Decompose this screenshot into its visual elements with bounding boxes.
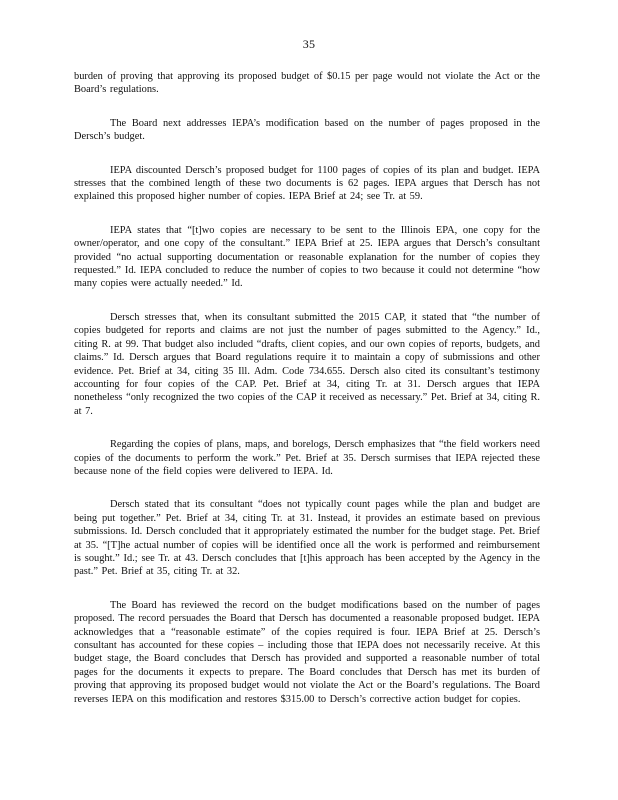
page-number: 35 [302,37,316,51]
paragraph-1: burden of proving that approving its proposed budget of $0.15 per page would not violate the Act or the Board’s regulations. [74,71,540,96]
paragraph-6: Regarding the copies of plans, maps, and borelogs, Dersch emphasizes that “the field workers need copies of the documents to perform the work.” Pet. Brief at 35. Dersch surmises that IEPA rejected these because none of the field copies were delivered to IEPA. Id. [74,439,540,477]
paragraph-5: Dersch stresses that, when its consultant submitted the 2015 CAP, it stated that “the number of copies budgeted for reports and claims are not just the number of pages submitted to the Agency.” Id., citing R. at 99. That budget also included “drafts, client copies, and our own copies of reports, budgets, and claims.” Id. Dersch argues that Board regulations require it to maintain a copy of submissions and other evidence. Pet. Brief at 34, citing 35 Ill. Adm. Code 734.655. Dersch also cited its consultant’s testimony accounting for four copies of the CAP. Pet. Brief at 34, citing Tr. at 31. Dersch argues that IEPA nonetheless “only recognized the two copies of the CAP it received as necessary.” Pet. Brief at 34, citing R. at 7. [74,311,540,417]
paragraph-8: The Board has reviewed the record on the budget modifications based on the number of pages proposed. The record persuades the Board that Dersch has documented a reasonable proposed budget. IEPA acknowledges that a “reasonable estimate” of the copies required is four. IEPA Brief at 25. Dersch’s consultant has accounted for these copies – including those that IEPA does not necessarily receive. At this budget stage, the Board concludes that Dersch has provided and supported a reasonable number of total pages for the documents it expects to prepare. The Board concludes that Dersch has met its burden of proving that approving its proposed budget would not violate the Act or the Board’s regulations. The Board reverses IEPA on this modification and restores $315.00 to Dersch’s corrective action budget for copies. [74,599,540,705]
document-body [74,70,540,726]
paragraph-3: IEPA discounted Dersch’s proposed budget for 1100 pages of copies of its plan and budget. IEPA stresses that the combined length of these two documents is 62 pages. IEPA argues that Dersch has not explained this proposed higher number of copies. IEPA Brief at 24; see Tr. at 59. [74,164,540,203]
paragraph-4: IEPA states that “[t]wo copies are necessary to be sent to the Illinois EPA, one copy for the owner/operator, and one copy of the consultant.” IEPA Brief at 25. IEPA argues that Dersch’s consultant provided “no actual supporting documentation or reasonable explanation for the number of copies they requested.” Id. IEPA concluded to reduce the number of copies to two because it could not determine “how many copies were actually needed.” Id. [74,224,540,290]
paragraph-7: Dersch stated that its consultant “does not typically count pages while the plan and budget are being put together.” Pet. Brief at 34, citing Tr. at 31. Instead, it provides an estimate based on previous submissions. Id. Dersch concluded that it appropriately estimated the number for the budget stage. Pet. Brief at 35. “[T]he actual number of copies will be identified once all the work is performed and reimbursement is sought.” Id.; see Tr. at 43. Dersch concludes that [t]his approach has been accepted by the Agency in the past.” Pet. Brief at 35, citing Tr. at 32. [74,499,541,578]
paragraph-2: The Board next addresses IEPA’s modification based on the number of pages proposed in the Dersch’s budget. [74,117,540,143]
